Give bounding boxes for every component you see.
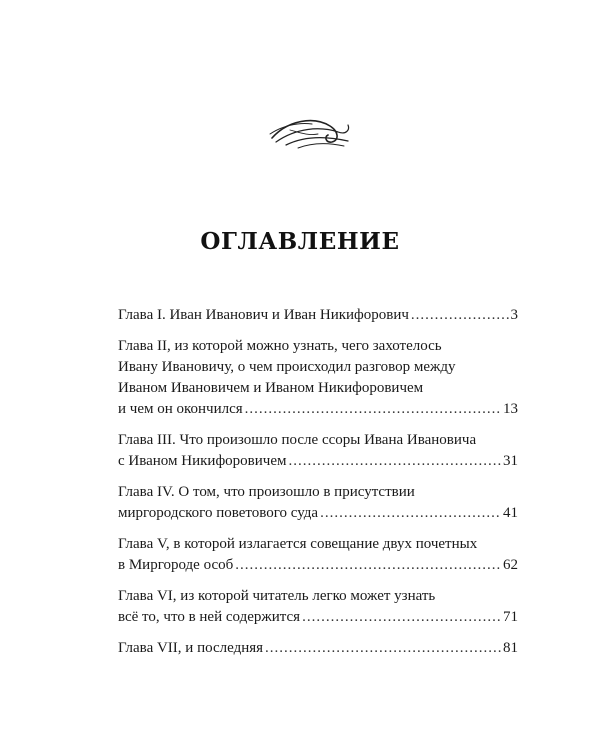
toc-entry-line: [118, 534, 518, 555]
toc-entry-text: Глава V, в которой излагается совещание двух почетных: [118, 536, 478, 552]
toc-entry-text: всё то, что в ней содержится: [118, 609, 301, 625]
toc-entry: [118, 586, 518, 628]
toc-entry-line: [118, 357, 518, 378]
toc-entry: [118, 430, 518, 472]
toc-entry-text: Глава II, из которой можно узнать, чего захотелось: [118, 338, 442, 354]
toc-entry-text: Ивану Ивановичу, о чем происходил разговор между: [118, 359, 456, 375]
toc-heading: ОГЛАВЛЕНИЕ: [200, 228, 400, 255]
page-number: 81: [503, 640, 518, 656]
toc-entry-text: Глава VI, из которой читатель легко может узнать: [118, 588, 436, 604]
toc-entry: [118, 482, 518, 524]
dot-leader: [288, 451, 501, 472]
toc-entry: [118, 305, 518, 326]
toc-entry-text: и чем он окончился: [118, 401, 243, 417]
dot-leader: [302, 607, 501, 628]
page-number: 13: [503, 401, 518, 417]
dot-leader: [265, 638, 501, 659]
toc-entry-line: [118, 586, 518, 607]
dot-leader: [320, 503, 501, 524]
toc-entry-text: Глава I. Иван Иванович и Иван Никифорович: [118, 307, 409, 323]
flourish-ornament-icon: [268, 112, 354, 154]
page-number: 3: [510, 307, 518, 323]
page-number: 71: [503, 609, 518, 625]
toc-entry: [118, 336, 518, 420]
page-number: 31: [503, 453, 518, 469]
toc-entry-text: Глава VII, и последняя: [118, 640, 264, 656]
dot-leader: [235, 555, 501, 576]
page-number: 41: [503, 505, 518, 521]
page-number: 62: [503, 557, 518, 573]
toc-entry-line: [118, 430, 518, 451]
table-of-contents: [118, 305, 518, 669]
toc-entry-text: Иваном Ивановичем и Иваном Никифоровичем: [118, 380, 424, 396]
toc-entry-last-line: [118, 555, 518, 576]
toc-entry-line: [118, 378, 518, 399]
toc-entry-text: Глава III. Что произошло после ссоры Ивана Ивановича: [118, 432, 477, 448]
toc-entry-text: в Миргороде особ: [118, 557, 234, 573]
toc-entry-line: [118, 336, 518, 357]
toc-entry-text: миргородского поветового суда: [118, 505, 319, 521]
toc-entry-last-line: [118, 607, 518, 628]
toc-entry-last-line: [118, 399, 518, 420]
toc-entry: [118, 638, 518, 659]
toc-entry-line: [118, 482, 518, 503]
toc-entry-last-line: [118, 305, 518, 326]
toc-entry-text: Глава IV. О том, что произошло в присутствии: [118, 484, 415, 500]
toc-entry-last-line: [118, 638, 518, 659]
toc-entry-text: с Иваном Никифоровичем: [118, 453, 287, 469]
toc-entry-last-line: [118, 451, 518, 472]
dot-leader: [411, 305, 509, 326]
toc-entry-last-line: [118, 503, 518, 524]
toc-entry: [118, 534, 518, 576]
dot-leader: [245, 399, 501, 420]
